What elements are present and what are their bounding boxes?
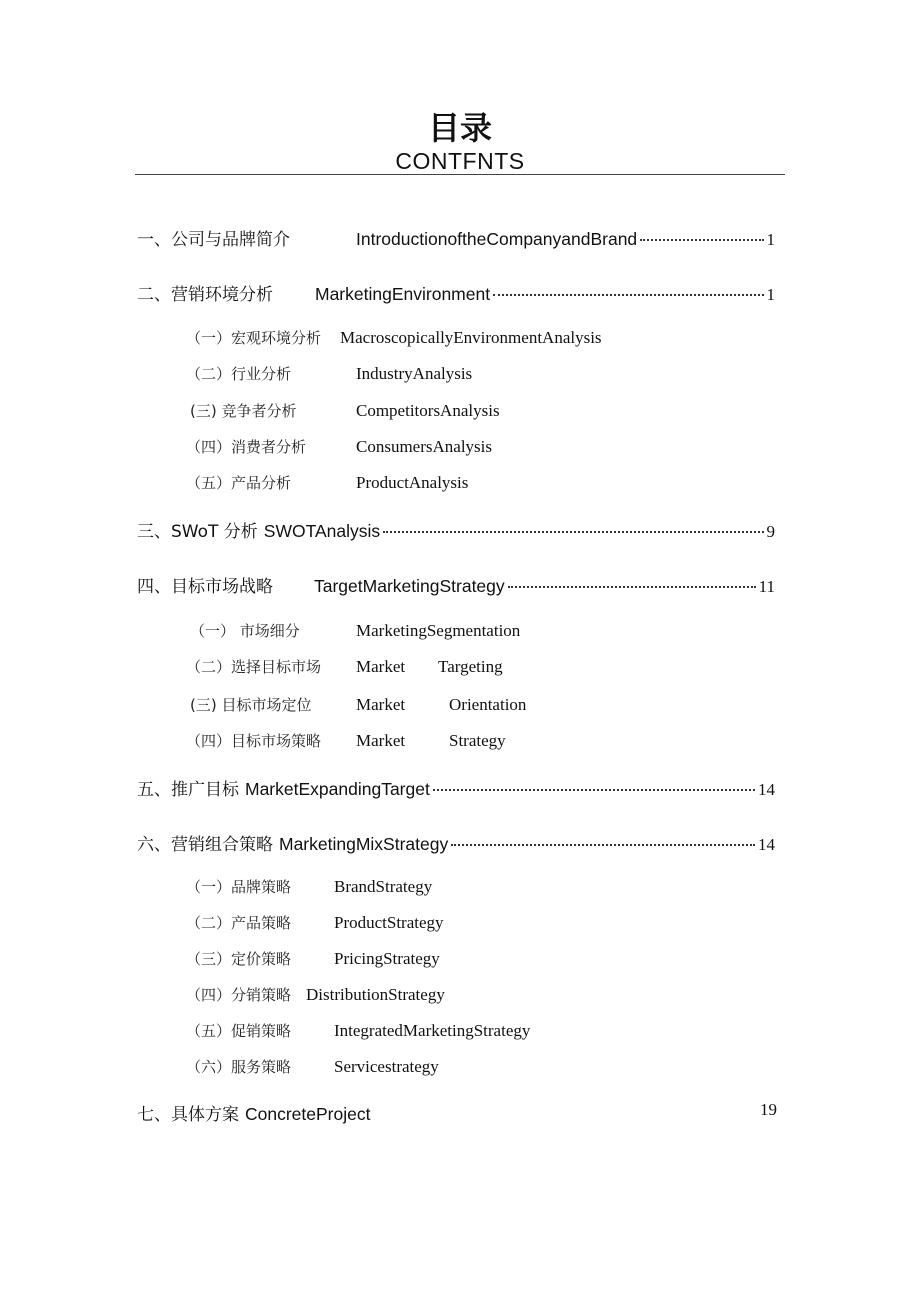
- toc-subentry-label-cn: （一）宏观环境分析: [186, 329, 322, 347]
- toc-subentry-label-en: IntegratedMarketingStrategy: [334, 1021, 531, 1040]
- toc-entry-page: 1: [766, 285, 775, 304]
- toc-entry-company-brand[interactable]: [137, 224, 775, 254]
- dot-leader: [383, 531, 763, 533]
- toc-entry-label-en: IntroductionoftheCompanyandBrand: [356, 229, 638, 249]
- toc-subentry-label-cn: （二）产品策略: [186, 914, 292, 932]
- toc-subentry-pricing[interactable]: [186, 945, 686, 973]
- toc-subentry-consumers[interactable]: [186, 433, 686, 461]
- toc-subentry-macro[interactable]: [186, 324, 686, 352]
- toc-subentry-label-cn: （四）分销策略: [186, 986, 292, 1004]
- toc-subentry-label-en: IndustryAnalysis: [356, 364, 473, 383]
- toc-entry-marketing-environment[interactable]: [137, 279, 775, 309]
- toc-entry-target-marketing[interactable]: [137, 571, 775, 601]
- toc-subentry-label-en: ProductAnalysis: [356, 473, 469, 492]
- dot-leader: [508, 586, 756, 588]
- dot-leader: [433, 789, 755, 791]
- toc-subentry-label-cn: （一）品牌策略: [186, 878, 292, 896]
- toc-entry-marketing-mix[interactable]: [137, 829, 775, 859]
- toc-subentry-label-en: DistributionStrategy: [306, 985, 445, 1004]
- toc-subentry-market-strategy[interactable]: [186, 727, 686, 755]
- toc-entry-label-en: SWOTAnalysis: [263, 521, 381, 541]
- toc-subentry-label-en: Market: [356, 657, 406, 676]
- toc-entry-label-en: MarketingMixStrategy: [279, 834, 449, 854]
- toc-subentry-orientation[interactable]: [190, 691, 690, 719]
- toc-entry-label-cn: 四、目标市场战略: [137, 577, 273, 597]
- toc-subentry-brand[interactable]: [186, 873, 686, 901]
- toc-subentry-label-cn: （四）目标市场策略: [186, 732, 322, 750]
- toc-subentry-label-en: Market: [356, 731, 406, 750]
- toc-subentry-label-cn: (三) 竞争者分析: [190, 402, 297, 420]
- toc-subentry-product[interactable]: [186, 469, 686, 497]
- toc-entry-concrete-project[interactable]: [137, 1099, 437, 1129]
- toc-entry-label-cn: 六、营销组合策略: [137, 835, 273, 855]
- toc-entry-label-cn: 一、公司与品牌简介: [137, 230, 290, 250]
- toc-entry-expanding-target[interactable]: [137, 774, 775, 804]
- toc-subentry-product-strategy[interactable]: [186, 909, 686, 937]
- toc-subentry-label-en: Market: [356, 695, 406, 714]
- toc-subentry-segmentation[interactable]: [190, 617, 690, 645]
- toc-subentry-label-cn: （二）选择目标市场: [186, 658, 322, 676]
- page-subtitle: CONTFNTS: [395, 148, 525, 174]
- toc-entry-page: 19: [760, 1100, 777, 1119]
- toc-subentry-label-en: MarketingSegmentation: [356, 621, 521, 640]
- toc-subentry-label-en: BrandStrategy: [334, 877, 433, 896]
- toc-subentry-label-en: PricingStrategy: [334, 949, 440, 968]
- toc-entry-label-en: MarketingEnvironment: [315, 284, 491, 304]
- toc-subentry-label-cn: (三) 目标市场定位: [190, 696, 312, 714]
- toc-subentry-industry[interactable]: [186, 360, 686, 388]
- toc-entry-page: 11: [758, 577, 775, 596]
- toc-entry-page: 1: [766, 230, 775, 249]
- toc-subentry-distribution[interactable]: [186, 981, 686, 1009]
- toc-subentry-label-cn: （一） 市场细分: [190, 622, 300, 640]
- toc-entry-label-en: TargetMarketingStrategy: [314, 576, 505, 596]
- title-divider: [135, 174, 785, 175]
- toc-entry-page: 9: [766, 522, 775, 541]
- toc-subentry-label-cn: （四）消费者分析: [186, 438, 307, 456]
- toc-entry-page: 14: [758, 835, 775, 854]
- toc-subentry-label-en: ConsumersAnalysis: [356, 437, 492, 456]
- toc-entry-label-cn: 七、具体方案: [137, 1105, 239, 1125]
- toc-subentry-label-en-2: Targeting: [438, 657, 503, 676]
- dot-leader: [493, 294, 763, 296]
- toc-subentry-label-en: ProductStrategy: [334, 913, 444, 932]
- toc-subentry-label-en: MacroscopicallyEnvironmentAnalysis: [340, 328, 602, 347]
- toc-subentry-label-cn: （五）产品分析: [186, 474, 292, 492]
- toc-subentry-label-cn: （六）服务策略: [186, 1058, 292, 1076]
- toc-subentry-label-en: CompetitorsAnalysis: [356, 401, 500, 420]
- toc-subentry-label-en: Servicestrategy: [334, 1057, 439, 1076]
- toc-subentry-label-en-2: Strategy: [449, 731, 506, 750]
- dot-leader: [451, 844, 755, 846]
- toc-entry-swot[interactable]: [137, 516, 775, 546]
- toc-entry-label-cn: 五、推广目标: [137, 780, 239, 800]
- page-title: 目录: [427, 109, 492, 147]
- toc-subentry-label-cn: （二）行业分析: [186, 365, 292, 383]
- toc-subentry-label-cn: （三）定价策略: [186, 950, 292, 968]
- toc-entry-page: 14: [758, 780, 775, 799]
- toc-entry-label-cn: 三、SWoT 分析: [137, 522, 258, 542]
- toc-subentry-promotion[interactable]: [186, 1017, 686, 1045]
- toc-subentry-label-en-2: Orientation: [449, 695, 527, 714]
- toc-subentry-label-cn: （五）促销策略: [186, 1022, 292, 1040]
- toc-entry-label-en: MarketExpandingTarget: [245, 779, 430, 799]
- toc-entry-label-en: ConcreteProject: [245, 1104, 371, 1124]
- dot-leader: [640, 239, 763, 241]
- toc-subentry-competitors[interactable]: [190, 397, 690, 425]
- toc-entry-label-cn: 二、营销环境分析: [137, 285, 273, 305]
- toc-subentry-targeting[interactable]: [186, 653, 686, 681]
- toc-subentry-service[interactable]: [186, 1053, 686, 1081]
